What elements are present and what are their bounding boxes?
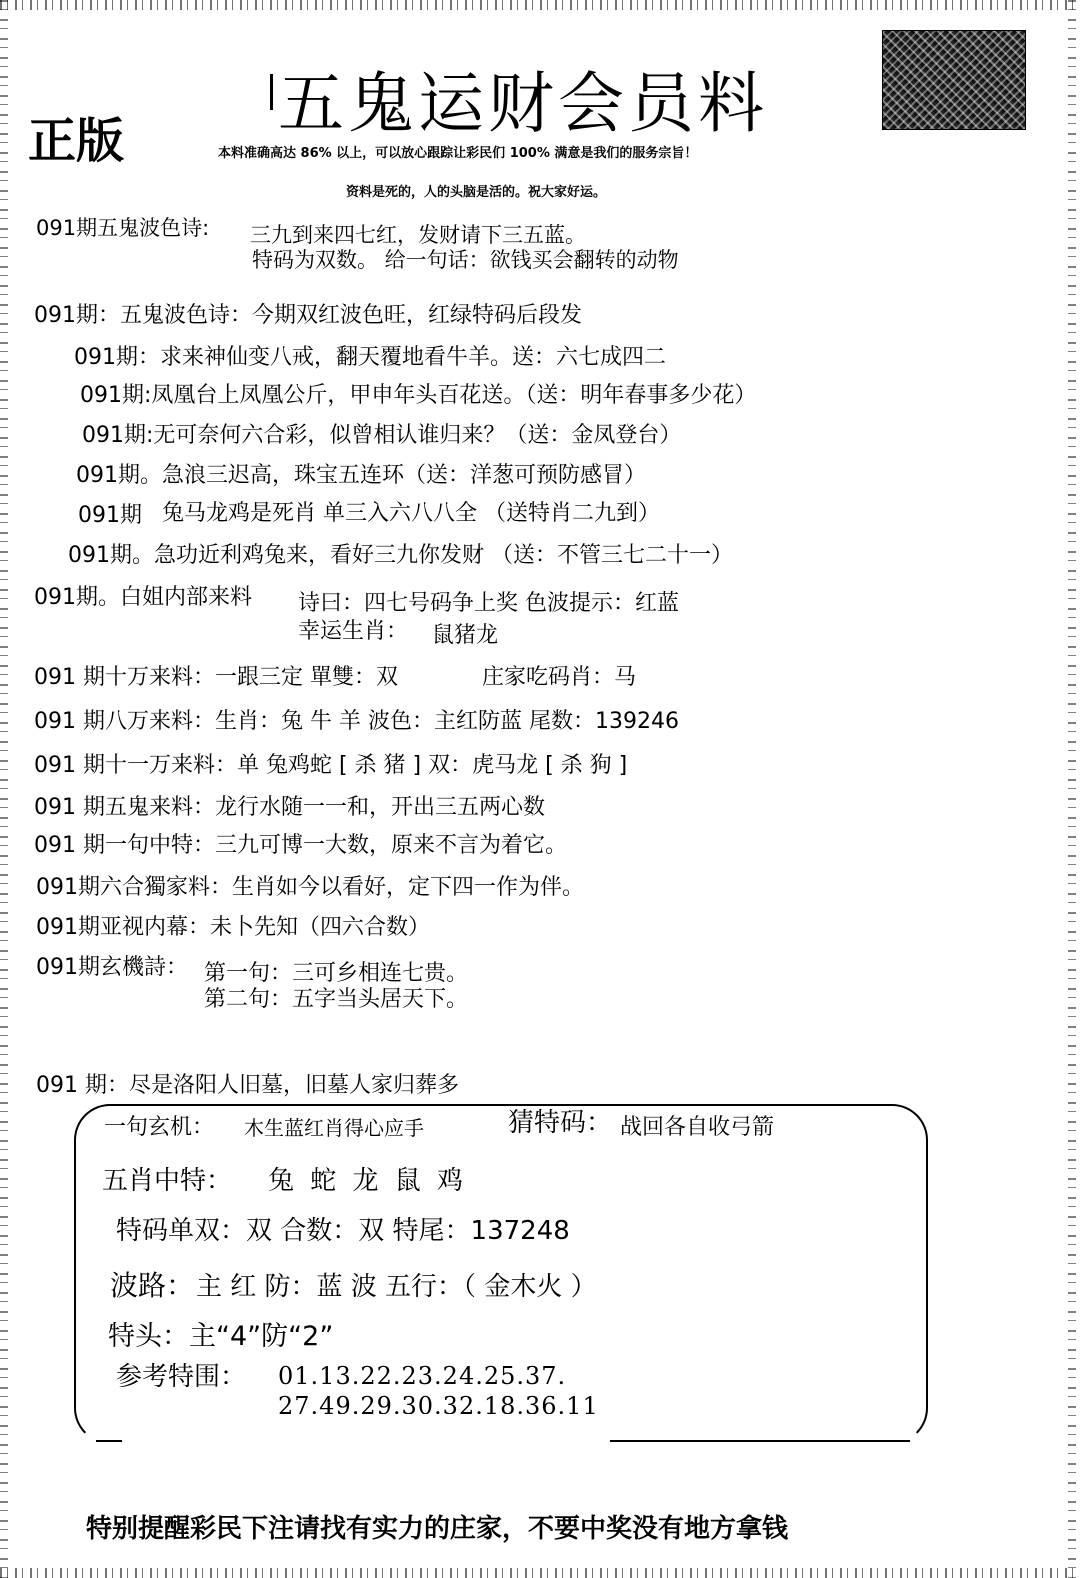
box-bottom-left-edge <box>96 1440 122 1442</box>
title-mark <box>270 74 273 110</box>
box-danshuang: 特码单双：双 合数：双 特尾：137248 <box>116 1216 570 1246</box>
box-wuxiao-label: 五肖中特： <box>102 1166 233 1196</box>
scan-edge-left <box>0 0 8 1578</box>
line-baijie-lucky: 鼠猪龙 <box>432 623 499 648</box>
line-wugui-bose: 091期：五鬼波色诗：今期双红波色旺，红绿特码后段发 <box>34 303 582 328</box>
line-wugui-label: 091期五鬼波色诗: <box>36 216 210 240</box>
box-bolu-label: 波路： <box>110 1269 195 1302</box>
line-xuanji-label: 091期玄機詩： <box>36 955 188 980</box>
line-wugui-laoliao: 091 期五鬼来料：龙行水随一一和，开出三五两心数 <box>34 795 545 820</box>
line-wugui-hint: 特码为双数。 给一句话：欲钱买会翻转的动物 <box>252 248 679 272</box>
box-xuanji-label: 一句玄机： <box>104 1115 215 1140</box>
line-xuanji-second: 第二句：五字当头居天下。 <box>204 987 469 1012</box>
footer-warning: 特别提醒彩民下注请找有实力的庄家，不要中奖没有地方拿钱 <box>86 1514 789 1544</box>
line-xuanji-first: 第一句：三可乡相连七贵。 <box>204 961 469 986</box>
line-baijie-label: 091期。白姐内部来料 <box>34 585 252 610</box>
line-jilang: 091期。急浪三迟高，珠宝五连环（送：洋葱可预防感冒） <box>76 463 646 488</box>
box-bottom-right-edge <box>610 1440 910 1442</box>
line-yashi-neimu: 091期亚视内幕：未卜先知（四六合数） <box>36 915 430 940</box>
scan-edge-bottom <box>0 1568 1080 1578</box>
line-sixiao-label: 091期 <box>78 503 142 528</box>
box-bolu-text: 主 红 防：蓝 波 五行：（ 金木火 ） <box>196 1272 597 1302</box>
page-title: 五鬼运财会员料 <box>278 65 768 142</box>
line-yiju-zhongte: 091 期一句中特：三九可博一大数，原来不言为着它。 <box>34 833 567 858</box>
line-baijie-poem: 诗曰：四七号码争上奖 色波提示：红蓝 <box>298 591 679 616</box>
box-cai-text: 战回各自收弓箭 <box>620 1115 775 1140</box>
subtitle-luck: 资料是死的，人的头脑是活的。祝大家好运。 <box>346 185 607 200</box>
line-zhuangjia: 庄家吃码肖：马 <box>482 665 637 690</box>
line-shiyiwan: 091 期十一万来料：单 兔鸡蛇 [ 杀 猪 ] 双：虎马龙 [ 杀 狗 ] <box>34 753 628 778</box>
qr-code-image <box>882 30 1026 130</box>
line-wukenaihe: 091期:无可奈何六合彩，似曾相认谁归来？（送：金凤登台） <box>82 423 682 448</box>
box-wuxiao-text: 兔 蛇 龙 鼠 鸡 <box>268 1166 464 1196</box>
line-shiwan: 091 期十万来料：一跟三定 單雙：双 <box>34 665 398 690</box>
box-cankao-row1: 01.13.22.23.24.25.37. <box>278 1362 567 1390</box>
zhengban-label: 正版 <box>28 113 125 169</box>
box-cai-label: 猜特码： <box>508 1108 613 1138</box>
box-cankao-row2: 27.49.29.30.32.18.36.11 <box>278 1392 599 1414</box>
scan-edge-top <box>0 0 1080 10</box>
box-tetou: 特头：主“4”防“2” <box>108 1321 334 1352</box>
line-liuhe-dujia: 091期六合獨家料：生肖如今以看好，定下四一作为伴。 <box>36 875 584 900</box>
box-cankao-label: 参考特围： <box>116 1362 247 1392</box>
line-luoyang: 091 期：尽是洛阳人旧墓，旧墓人家归葬多 <box>36 1073 459 1098</box>
line-jigong: 091期。急功近利鸡兔来，看好三九你发财 （送：不管三七二十一） <box>68 543 733 568</box>
line-bawan: 091 期八万来料：生肖：兔 牛 羊 波色：主红防蓝 尾数：139246 <box>34 709 679 734</box>
box-xuanji-text: 木生蓝红肖得心应手 <box>244 1116 424 1140</box>
line-fenghuang: 091期:凤凰台上凤凰公斤，甲申年头百花送。（送：明年春事多少花） <box>80 383 757 408</box>
line-shenxian: 091期：求来神仙变八戒，翻天覆地看牛羊。送：六七成四二 <box>74 345 666 370</box>
line-wugui-poem: 三九到来四七红，发财请下三五蓝。 <box>250 223 586 247</box>
scan-edge-right <box>1068 0 1076 1578</box>
line-sixiao: 兔马龙鸡是死肖 单三入六八八全 （送特肖二九到） <box>162 501 660 526</box>
line-baijie-lucky-label: 幸运生肖： <box>298 619 409 644</box>
subtitle-accuracy: 本料准确高达 86% 以上，可以放心跟踪让彩民们 100% 满意是我们的服务宗旨！ <box>218 146 698 161</box>
